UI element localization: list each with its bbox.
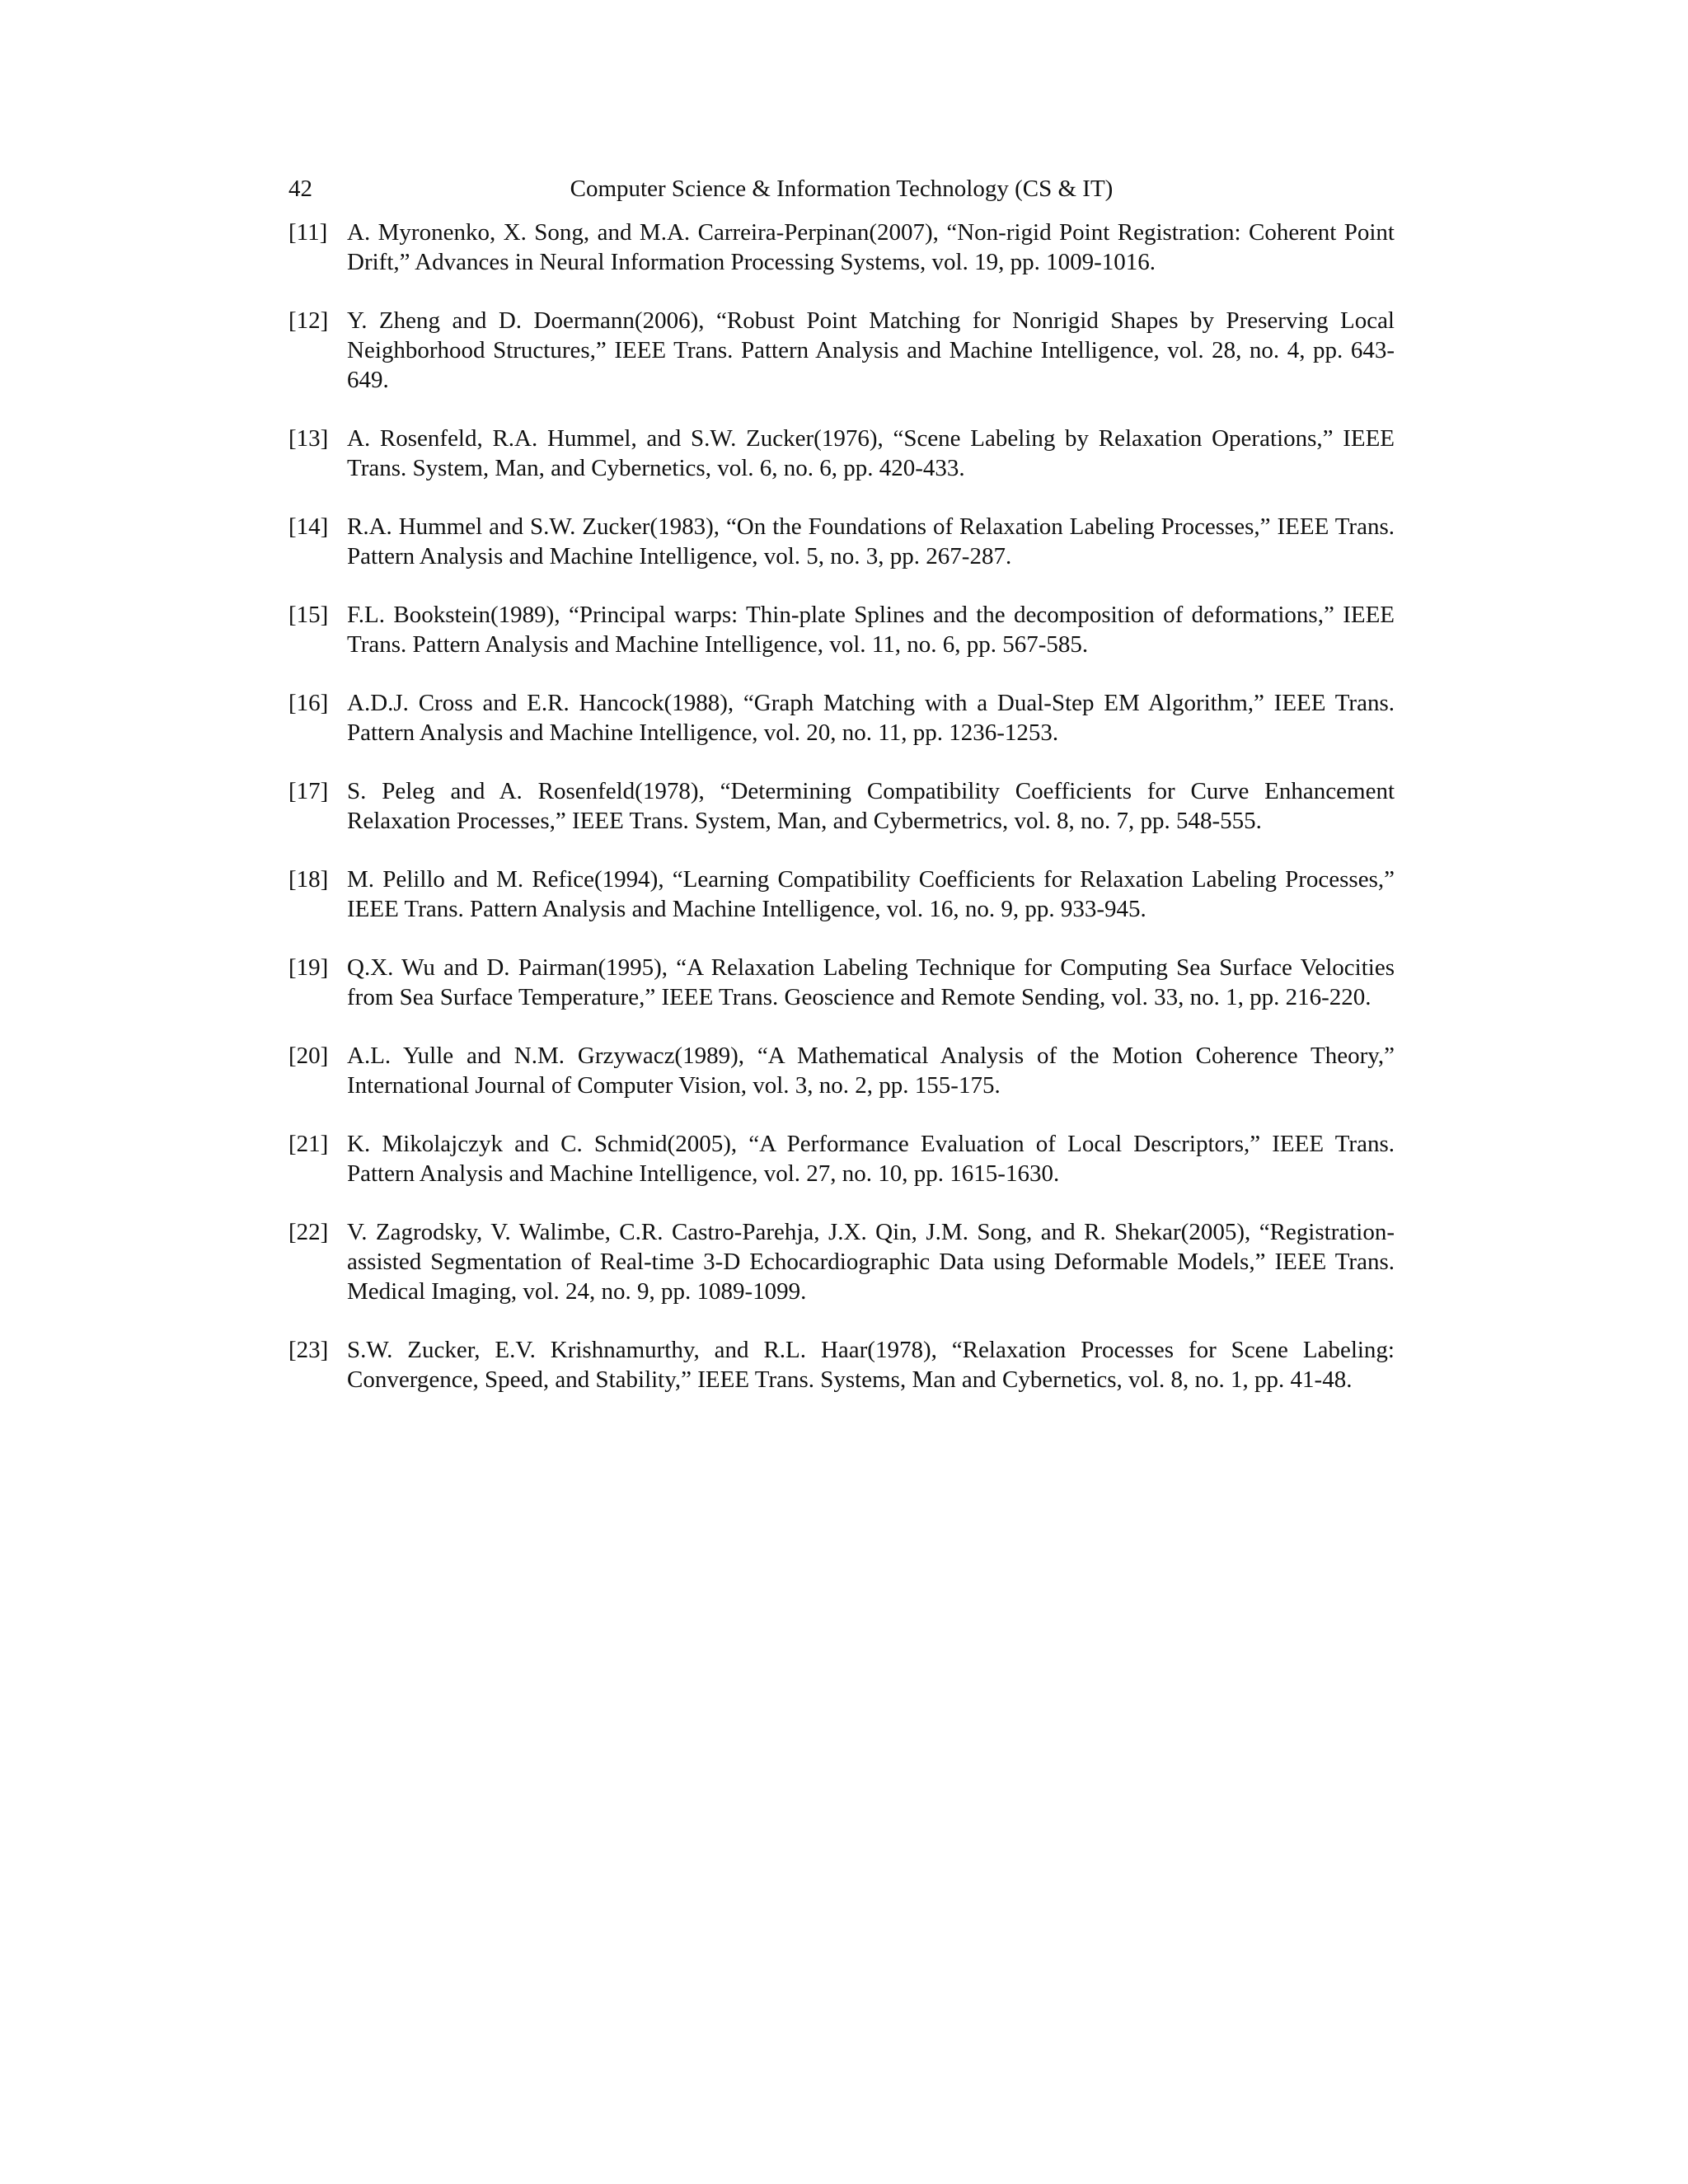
reference-text: V. Zagrodsky, V. Walimbe, C.R. Castro-Parehja, J.X. Qin, J.M. Song, and R. Shekar(2005), “Registration-assisted Segmentation of Real-time 3-D Echocardiographic Data using Deformable Models,” IEEE Trans. Medical Imaging, vol. 24, no. 9, pp. 1089-1099. bbox=[347, 1219, 1395, 1305]
reference-number: [22] bbox=[288, 1219, 329, 1245]
reference-item bbox=[288, 306, 1395, 395]
page-number: 42 bbox=[288, 176, 312, 202]
reference-item bbox=[288, 953, 1395, 1012]
reference-number: [16] bbox=[288, 690, 329, 716]
reference-text: Q.X. Wu and D. Pairman(1995), “A Relaxation Labeling Technique for Computing Sea Surface Velocities from Sea Surface Temperature,” IEEE Trans. Geoscience and Remote Sending, vol. 33, no. 1, pp. 216-220. bbox=[347, 954, 1395, 1010]
reference-item bbox=[288, 865, 1395, 924]
reference-text: K. Mikolajczyk and C. Schmid(2005), “A Performance Evaluation of Local Descriptors,” IEEE Trans. Pattern Analysis and Machine Intelligence, vol. 27, no. 10, pp. 1615-1630. bbox=[347, 1131, 1395, 1187]
reference-number: [18] bbox=[288, 866, 329, 893]
reference-text: S. Peleg and A. Rosenfeld(1978), “Determining Compatibility Coefficients for Curve Enhancement Relaxation Processes,” IEEE Trans. System, Man, and Cybermetrics, vol. 8, no. 7, pp. 548-555. bbox=[347, 778, 1395, 834]
reference-item bbox=[288, 688, 1395, 748]
reference-number: [13] bbox=[288, 425, 329, 452]
reference-number: [21] bbox=[288, 1131, 329, 1157]
reference-item bbox=[288, 776, 1395, 836]
reference-text: R.A. Hummel and S.W. Zucker(1983), “On the Foundations of Relaxation Labeling Processes,” IEEE Trans. Pattern Analysis and Machine Intelligence, vol. 5, no. 3, pp. 267-287. bbox=[347, 513, 1395, 569]
reference-number: [14] bbox=[288, 513, 329, 540]
reference-number: [12] bbox=[288, 307, 329, 334]
reference-item bbox=[288, 1217, 1395, 1306]
reference-text: Y. Zheng and D. Doermann(2006), “Robust Point Matching for Nonrigid Shapes by Preserving Local Neighborhood Structures,” IEEE Trans. Pattern Analysis and Machine Intelligence, vol. 28, no. 4, pp. 643-649. bbox=[347, 307, 1395, 393]
reference-number: [11] bbox=[288, 219, 328, 246]
reference-item bbox=[288, 218, 1395, 277]
reference-item bbox=[288, 1335, 1395, 1394]
reference-number: [23] bbox=[288, 1337, 329, 1363]
reference-text: S.W. Zucker, E.V. Krishnamurthy, and R.L. Haar(1978), “Relaxation Processes for Scene Labeling: Convergence, Speed, and Stability,” IEEE Trans. Systems, Man and Cybernetics, vol. 8, no. 1, pp. 41-48. bbox=[347, 1337, 1395, 1393]
reference-item bbox=[288, 1129, 1395, 1188]
reference-text: A.D.J. Cross and E.R. Hancock(1988), “Graph Matching with a Dual-Step EM Algorithm,” IEEE Trans. Pattern Analysis and Machine Intelligence, vol. 20, no. 11, pp. 1236-1253. bbox=[347, 690, 1395, 746]
reference-text: M. Pelillo and M. Refice(1994), “Learning Compatibility Coefficients for Relaxation Labeling Processes,” IEEE Trans. Pattern Analysis and Machine Intelligence, vol. 16, no. 9, pp. 933-945. bbox=[347, 866, 1395, 922]
reference-text: F.L. Bookstein(1989), “Principal warps: Thin-plate Splines and the decomposition of deformations,” IEEE Trans. Pattern Analysis and Machine Intelligence, vol. 11, no. 6, pp. 567-585. bbox=[347, 602, 1395, 658]
reference-text: A.L. Yulle and N.M. Grzywacz(1989), “A Mathematical Analysis of the Motion Coherence Theory,” International Journal of Computer Vision, vol. 3, no. 2, pp. 155-175. bbox=[347, 1043, 1395, 1099]
reference-list bbox=[288, 218, 1395, 1423]
reference-number: [19] bbox=[288, 954, 329, 981]
running-title: Computer Science & Information Technology (CS & IT) bbox=[570, 176, 1114, 202]
reference-text: A. Myronenko, X. Song, and M.A. Carreira-Perpinan(2007), “Non-rigid Point Registration: Coherent Point Drift,” Advances in Neural Information Processing Systems, vol. 19, pp. 1009-1016. bbox=[347, 219, 1395, 275]
reference-item bbox=[288, 424, 1395, 483]
reference-text: A. Rosenfeld, R.A. Hummel, and S.W. Zucker(1976), “Scene Labeling by Relaxation Operations,” IEEE Trans. System, Man, and Cybernetics, vol. 6, no. 6, pp. 420-433. bbox=[347, 425, 1395, 481]
reference-item bbox=[288, 1041, 1395, 1100]
reference-item bbox=[288, 512, 1395, 571]
page-header bbox=[288, 172, 1395, 205]
reference-number: [15] bbox=[288, 602, 329, 628]
reference-number: [17] bbox=[288, 778, 329, 804]
reference-number: [20] bbox=[288, 1043, 329, 1069]
reference-item bbox=[288, 600, 1395, 659]
